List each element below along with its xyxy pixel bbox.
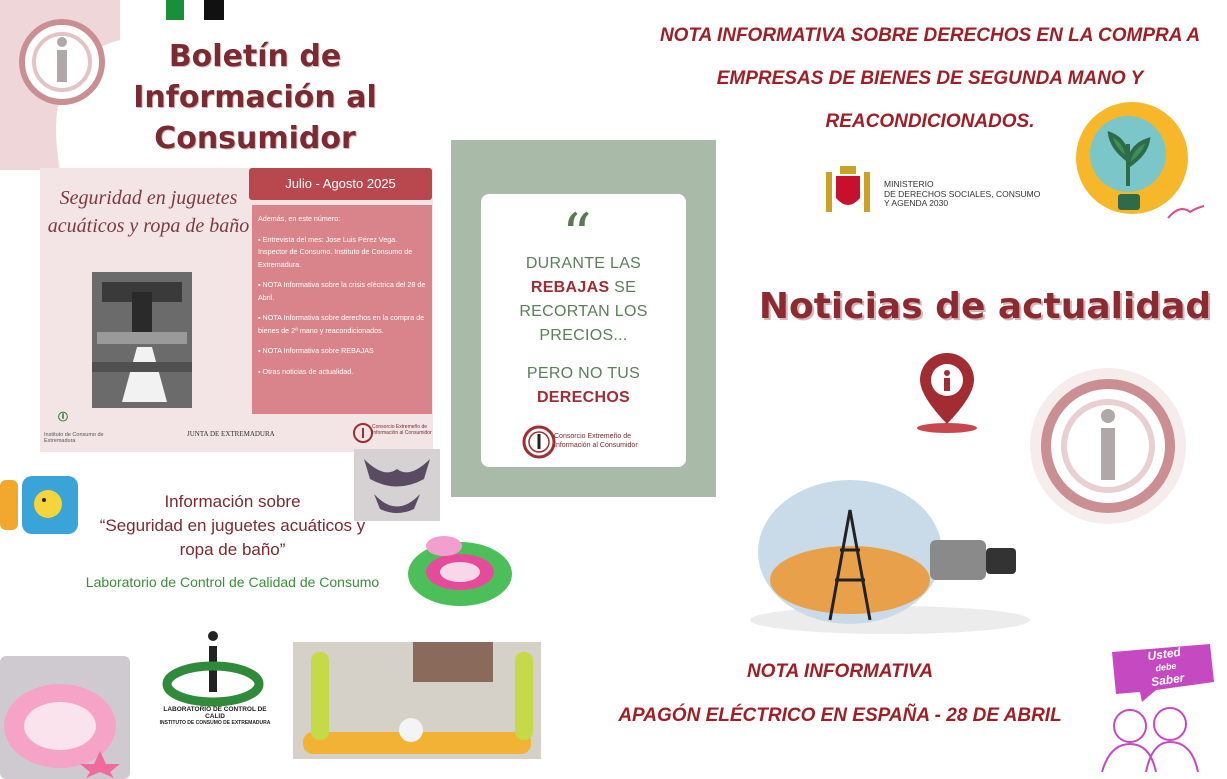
cover-item: ▪ Otras noticias de actualidad. (258, 366, 354, 376)
cover-item: ▪ Entrevista del mes: Jose Luis Pérez Vega. Inspector de Consumo. Instituto de Consumo de Extremadura. (258, 234, 413, 269)
quote-line: DURANTE LAS (525, 255, 642, 272)
cover-contents-list (252, 205, 432, 414)
flag-black-bar (204, 0, 224, 20)
cover-item: ▪ NOTA Informativa sobre derechos en la compra de bienes de 2ª mano y reacondicionados. (258, 313, 425, 335)
consorcio-label: Consorcio Extremeño de Información al Consumidor (372, 424, 432, 436)
quote-line: REBAJAS SE (530, 279, 637, 296)
news-title: Noticias de actualidad (758, 286, 1212, 327)
quote-marks-icon: “ (562, 201, 592, 269)
spain-crest-icon (822, 162, 874, 218)
power-lightbulb-photo (740, 470, 1040, 640)
lab-logo-text: LABORATORIO DE CONTROL DE CALID INSTITUTO DE CONSUMO DE EXTREMADURA (159, 706, 271, 726)
cover-item: ▪ NOTA Informativa sobre REBAJAS (258, 346, 374, 355)
cover-item: ▪ NOTA Informativa sobre la crisis eléctrica del 28 de Abril. (258, 280, 426, 302)
institute-label: Instituto de Consumo de Extremadura (44, 432, 104, 444)
quote-line: RECORTAN LOS (519, 303, 648, 320)
info-pin-icon (914, 352, 980, 434)
swim-ring-photo (404, 528, 516, 610)
quote-line: DERECHOS (536, 389, 631, 406)
lab-label: Laboratorio de Control de Calidad de Consumo (85, 574, 380, 590)
bulletin-title: Boletín de Información al Consumidor (133, 39, 377, 156)
flag-green-bar (166, 0, 184, 20)
lab-machine-photo (92, 272, 192, 408)
cover-intro: Además, en este número: (258, 214, 341, 223)
nota-segunda-mano-title: NOTA INFORMATIVA SOBRE DERECHOS EN LA COMPRA A EMPRESAS DE BIENES DE SEGUNDA MANO Y REACONDICIONADOS. (659, 25, 1201, 132)
cover-main-topic: Seguridad en juguetes acuáticos y ropa de baño (47, 187, 250, 237)
usted-debe-saber-text: Usted debe Saber (1146, 644, 1186, 690)
inflatable-boat-photo (0, 656, 130, 779)
apagon-title: NOTA INFORMATIVA APAGÓN ELÉCTRICO EN ESPAÑA - 28 DE ABRIL (618, 661, 1062, 726)
quote-line: PERO NO TUS (526, 365, 641, 382)
water-goal-photo (293, 642, 541, 759)
quote-text (481, 252, 686, 410)
junta-label: JUNTA DE EXTREMADURA (187, 430, 275, 438)
consorcio-logo-icon (522, 424, 556, 460)
ministry-label: MINISTERIO DE DERECHOS SOCIALES, CONSUMO Y AGENDA 2030 (884, 179, 1041, 208)
institute-logo-icon (44, 410, 104, 432)
eco-lightbulb-icon (1064, 100, 1206, 232)
info-logo-icon (0, 0, 120, 170)
quote-line: PRECIOS... (539, 327, 628, 344)
consorcio-label: Consorcio Extremeño de Información al Consumidor (554, 433, 638, 449)
info-heading: Información sobre “Seguridad en juguetes acuáticos y ropa de baño” (99, 492, 366, 559)
info-large-icon (1018, 364, 1198, 528)
cover-date-banner: Julio - Agosto 2025 (249, 168, 432, 200)
